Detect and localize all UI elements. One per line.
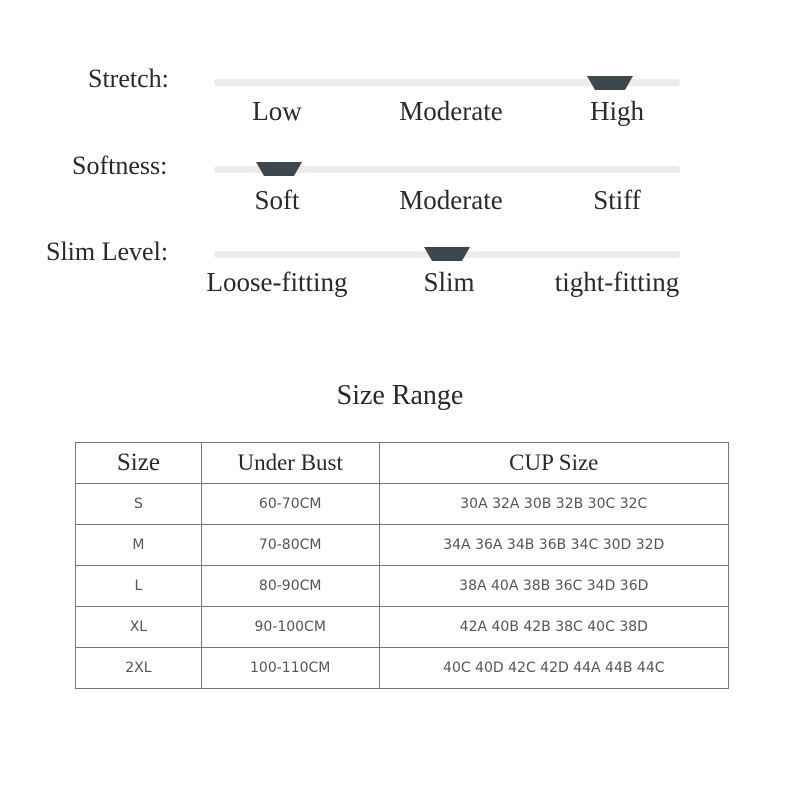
under-bust-cell: 100-110CM: [201, 648, 379, 689]
table-row: [76, 484, 729, 525]
header-under-bust: Under Bust: [201, 443, 379, 484]
softness-marker: [256, 162, 302, 176]
under-bust-cell: 80-90CM: [201, 566, 379, 607]
slim-option-tight-fitting: tight-fitting: [554, 267, 680, 297]
softness-option-moderate: Moderate: [399, 185, 503, 215]
size-range-title: Size Range: [336, 380, 464, 411]
size-cell: XL: [76, 607, 202, 648]
header-cup-size: CUP Size: [379, 443, 728, 484]
cup-size-cell: 40C 40D 42C 42D 44A 44B 44C: [379, 648, 728, 689]
cup-size-cell: 30A 32A 30B 32B 30C 32C: [379, 484, 728, 525]
stretch-marker: [587, 76, 633, 90]
cup-size-cell: 38A 40A 38B 36C 34D 36D: [379, 566, 728, 607]
size-cell: M: [76, 525, 202, 566]
softness-option-soft: Soft: [254, 185, 300, 215]
table-row: [76, 648, 729, 689]
under-bust-cell: 90-100CM: [201, 607, 379, 648]
stretch-option-low: Low: [252, 96, 302, 126]
size-table: [75, 442, 729, 689]
cup-size-cell: 34A 36A 34B 36B 34C 30D 32D: [379, 525, 728, 566]
slim-option-loose-fitting: Loose-fitting: [206, 267, 348, 297]
softness-option-stiff: Stiff: [593, 185, 641, 215]
table-header-row: [76, 443, 729, 484]
header-size: Size: [76, 443, 202, 484]
stretch-option-high: High: [590, 96, 644, 126]
table-row: [76, 566, 729, 607]
slim-option-slim: Slim: [423, 267, 475, 297]
slim-level-label: Slim Level:: [46, 237, 169, 266]
stretch-option-moderate: Moderate: [399, 96, 503, 126]
softness-label: Softness:: [72, 151, 168, 180]
slim-level-marker: [424, 247, 470, 261]
size-cell: S: [76, 484, 202, 525]
cup-size-cell: 42A 40B 42B 38C 40C 38D: [379, 607, 728, 648]
size-cell: L: [76, 566, 202, 607]
table-row: [76, 525, 729, 566]
under-bust-cell: 70-80CM: [201, 525, 379, 566]
stretch-label: Stretch:: [88, 64, 169, 93]
under-bust-cell: 60-70CM: [201, 484, 379, 525]
table-row: [76, 607, 729, 648]
size-cell: 2XL: [76, 648, 202, 689]
